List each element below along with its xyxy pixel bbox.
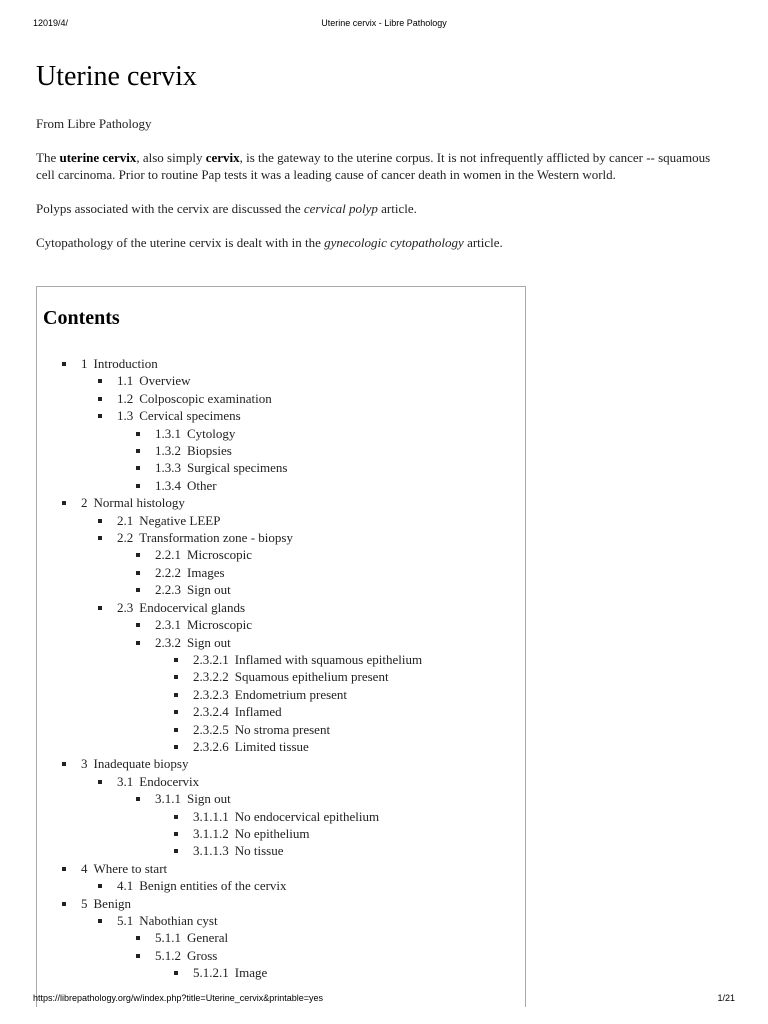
toc-item[interactable] <box>37 651 422 668</box>
toc-item-label: Gross <box>187 947 218 963</box>
toc-item[interactable] <box>37 686 422 703</box>
main-content <box>36 56 716 981</box>
bullet-icon <box>62 362 66 366</box>
toc-item[interactable] <box>37 390 422 407</box>
toc-item-label: Endocervical glands <box>139 599 246 615</box>
toc-title: Contents <box>43 307 120 329</box>
print-page-number: 1/21 <box>717 993 735 1003</box>
toc-item[interactable] <box>37 459 422 476</box>
toc-item-label: Sign out <box>187 634 231 650</box>
toc-item-number: 2 <box>81 495 88 511</box>
toc-item[interactable] <box>37 425 422 442</box>
toc-item-label: Microscopic <box>187 617 252 633</box>
toc-item-number: 1.3.4 <box>155 477 181 493</box>
toc-item[interactable] <box>37 494 422 511</box>
toc-item[interactable] <box>37 912 422 929</box>
intro-text-2: , also simply <box>136 150 206 165</box>
bullet-icon <box>136 553 140 557</box>
bullet-icon <box>98 919 102 923</box>
bullet-icon <box>174 971 178 975</box>
toc-item-label: Inflamed <box>234 704 282 720</box>
bullet-icon <box>136 641 140 645</box>
bullet-icon <box>174 849 178 853</box>
toc-item-number: 2.3 <box>117 599 134 615</box>
bullet-icon <box>174 710 178 714</box>
bullet-icon <box>136 936 140 940</box>
toc-item-label: General <box>187 930 229 946</box>
bullet-icon <box>62 501 66 505</box>
intro-text-3: , is the gateway to the uterine corpus. It is not infrequently afflicted by cancer -- squamous cell carcinoma. Prior to routine Pap tests it was a leading cause of cancer death in women in the Western world. <box>36 150 711 182</box>
toc-item-label: No stroma present <box>234 721 331 737</box>
toc-item[interactable] <box>37 703 422 720</box>
bullet-icon <box>98 536 102 540</box>
toc-item-label: Negative LEEP <box>139 512 221 528</box>
toc-item-number: 3.1 <box>117 773 134 789</box>
toc-item-number: 2.2.1 <box>155 547 181 563</box>
toc-item-number: 2.3.2.1 <box>193 651 229 667</box>
toc-item-number: 2.3.2.4 <box>193 704 229 720</box>
toc-item[interactable] <box>37 546 422 563</box>
toc-item-label: Transformation zone - biopsy <box>139 530 293 546</box>
toc-item-number: 2.2.3 <box>155 582 181 598</box>
toc-item-label: No tissue <box>234 843 284 859</box>
toc-item-number: 3.1.1.3 <box>193 843 229 859</box>
toc-item-label: Inflamed with squamous epithelium <box>234 651 423 667</box>
toc-item-label: Benign entities of the cervix <box>139 878 287 894</box>
toc-item[interactable] <box>37 564 422 581</box>
polyps-text-1: Polyps associated with the cervix are discussed the <box>36 201 304 216</box>
toc-item-label: Introduction <box>93 356 158 371</box>
bullet-icon <box>174 745 178 749</box>
toc-item[interactable] <box>37 634 422 651</box>
toc-item-label: Images <box>187 564 225 580</box>
toc-item[interactable] <box>37 512 422 529</box>
toc-item-number: 4 <box>81 860 88 876</box>
bullet-icon <box>136 449 140 453</box>
toc-item[interactable] <box>37 355 422 372</box>
bullet-icon <box>98 780 102 784</box>
toc-item[interactable] <box>37 581 422 598</box>
cyto-text-1: Cytopathology of the uterine cervix is dealt with in the <box>36 235 325 250</box>
toc-item[interactable] <box>37 790 422 807</box>
toc-item-number: 2.3.2.3 <box>193 686 229 702</box>
toc-item-label: Microscopic <box>187 547 252 563</box>
toc-item-number: 5 <box>81 895 88 911</box>
gynecologic-cytopathology-link[interactable]: gynecologic cytopathology <box>324 235 464 250</box>
bullet-icon <box>136 623 140 627</box>
toc-item-number: 1.1 <box>117 373 134 389</box>
bullet-icon <box>62 762 66 766</box>
bullet-icon <box>136 797 140 801</box>
toc-item-label: Inadequate biopsy <box>93 756 189 772</box>
print-footer <box>0 993 768 1007</box>
toc-item-number: 5.1.1 <box>155 930 181 946</box>
toc-item[interactable] <box>37 529 422 546</box>
toc-item-number: 2.2.2 <box>155 564 181 580</box>
toc-item-number: 1.3 <box>117 408 134 424</box>
site-subtitle: From Libre Pathology <box>36 116 152 131</box>
cytopathology-paragraph <box>36 234 716 251</box>
toc-item[interactable] <box>37 372 422 389</box>
toc-item-label: No epithelium <box>234 825 310 841</box>
bullet-icon <box>62 902 66 906</box>
toc-item-number: 4.1 <box>117 878 134 894</box>
intro-bold-term-2: cervix <box>205 150 240 165</box>
toc-item-number: 5.1.2 <box>155 947 181 963</box>
toc-item[interactable] <box>37 773 422 790</box>
toc-item-label: Normal histology <box>93 495 185 511</box>
toc-item-number: 5.1.2.1 <box>193 965 229 981</box>
print-header <box>0 18 768 32</box>
toc-item-label: Biopsies <box>187 443 232 459</box>
table-of-contents <box>36 286 526 1007</box>
toc-item-number: 3.1.1.1 <box>193 808 229 824</box>
toc-item-number: 2.3.2 <box>155 634 181 650</box>
toc-item-number: 3.1.1 <box>155 791 181 807</box>
bullet-icon <box>136 484 140 488</box>
cyto-text-2: article. <box>463 235 503 250</box>
toc-item-number: 5.1 <box>117 913 134 928</box>
bullet-icon <box>174 693 178 697</box>
bullet-icon <box>174 815 178 819</box>
toc-item-number: 2.3.2.2 <box>193 669 229 685</box>
bullet-icon <box>98 884 102 888</box>
toc-item-label: Cytology <box>187 425 236 441</box>
bullet-icon <box>98 606 102 610</box>
toc-item-label: Limited tissue <box>234 738 309 754</box>
cervical-polyp-link[interactable]: cervical polyp <box>303 201 378 216</box>
toc-item[interactable] <box>37 860 422 877</box>
toc-item-label: Squamous epithelium present <box>234 669 389 685</box>
toc-item[interactable] <box>37 668 422 685</box>
print-date: 12019/4/ <box>33 18 69 28</box>
toc-item-label: Benign <box>93 895 132 911</box>
toc-item[interactable] <box>37 755 422 772</box>
print-title: Uterine cervix - Libre Pathology <box>321 18 447 28</box>
toc-item-label: Image <box>234 965 268 981</box>
polyps-text-2: article. <box>377 201 417 216</box>
toc-item-number: 1 <box>81 356 88 371</box>
toc-item-label: Sign out <box>187 582 231 598</box>
bullet-icon <box>98 519 102 523</box>
intro-bold-term-1: uterine cervix <box>59 150 137 165</box>
toc-item-label: Where to start <box>93 860 168 876</box>
toc-item-label: Surgical specimens <box>187 460 288 476</box>
toc-item[interactable] <box>37 877 422 894</box>
bullet-icon <box>98 397 102 401</box>
toc-list <box>37 355 422 982</box>
toc-item-number: 3 <box>81 756 88 772</box>
toc-item-label: Other <box>187 477 217 493</box>
toc-item-label: Endometrium present <box>234 686 348 702</box>
toc-item-label: Overview <box>139 373 191 389</box>
print-url: https://librepathology.org/w/index.php?title=Uterine_cervix&printable=yes <box>33 993 323 1003</box>
toc-item-number: 2.3.2.6 <box>193 738 229 754</box>
bullet-icon <box>174 658 178 662</box>
toc-item-label: Endocervix <box>139 773 200 789</box>
toc-item[interactable] <box>37 738 422 755</box>
intro-paragraph <box>36 149 716 183</box>
toc-item-number: 1.3.1 <box>155 425 181 441</box>
toc-item-label: Cervical specimens <box>139 408 241 424</box>
bullet-icon <box>174 675 178 679</box>
toc-item-number: 1.3.2 <box>155 443 181 459</box>
bullet-icon <box>136 588 140 592</box>
toc-item[interactable] <box>37 808 422 825</box>
toc-item[interactable] <box>37 477 422 494</box>
toc-item[interactable] <box>37 964 422 981</box>
bullet-icon <box>136 466 140 470</box>
bullet-icon <box>174 728 178 732</box>
toc-item-number: 2.3.2.5 <box>193 721 229 737</box>
toc-item-label: Sign out <box>187 791 231 807</box>
toc-item-number: 3.1.1.2 <box>193 825 229 841</box>
toc-item[interactable] <box>37 895 422 912</box>
toc-item[interactable] <box>37 442 422 459</box>
bullet-icon <box>136 571 140 575</box>
toc-item[interactable] <box>37 407 422 424</box>
toc-item-number: 2.2 <box>117 530 134 546</box>
page-title: Uterine cervix <box>36 61 197 92</box>
toc-item[interactable] <box>37 842 422 859</box>
toc-item-number: 2.3.1 <box>155 617 181 633</box>
bullet-icon <box>62 867 66 871</box>
bullet-icon <box>136 432 140 436</box>
bullet-icon <box>98 379 102 383</box>
toc-item[interactable] <box>37 616 422 633</box>
toc-item-label: No endocervical epithelium <box>234 808 380 824</box>
toc-item[interactable] <box>37 721 422 738</box>
toc-item-label: Colposcopic examination <box>139 390 272 406</box>
toc-item[interactable] <box>37 947 422 964</box>
toc-item[interactable] <box>37 599 422 616</box>
bullet-icon <box>136 954 140 958</box>
polyps-paragraph <box>36 200 716 217</box>
toc-item[interactable] <box>37 929 422 946</box>
bullet-icon <box>98 414 102 418</box>
bullet-icon <box>174 832 178 836</box>
toc-item-number: 1.2 <box>117 390 134 406</box>
toc-item-label: Nabothian cyst <box>139 913 218 928</box>
toc-item[interactable] <box>37 825 422 842</box>
intro-text-1: The <box>36 150 60 165</box>
toc-item-number: 2.1 <box>117 512 134 528</box>
toc-item-number: 1.3.3 <box>155 460 181 476</box>
